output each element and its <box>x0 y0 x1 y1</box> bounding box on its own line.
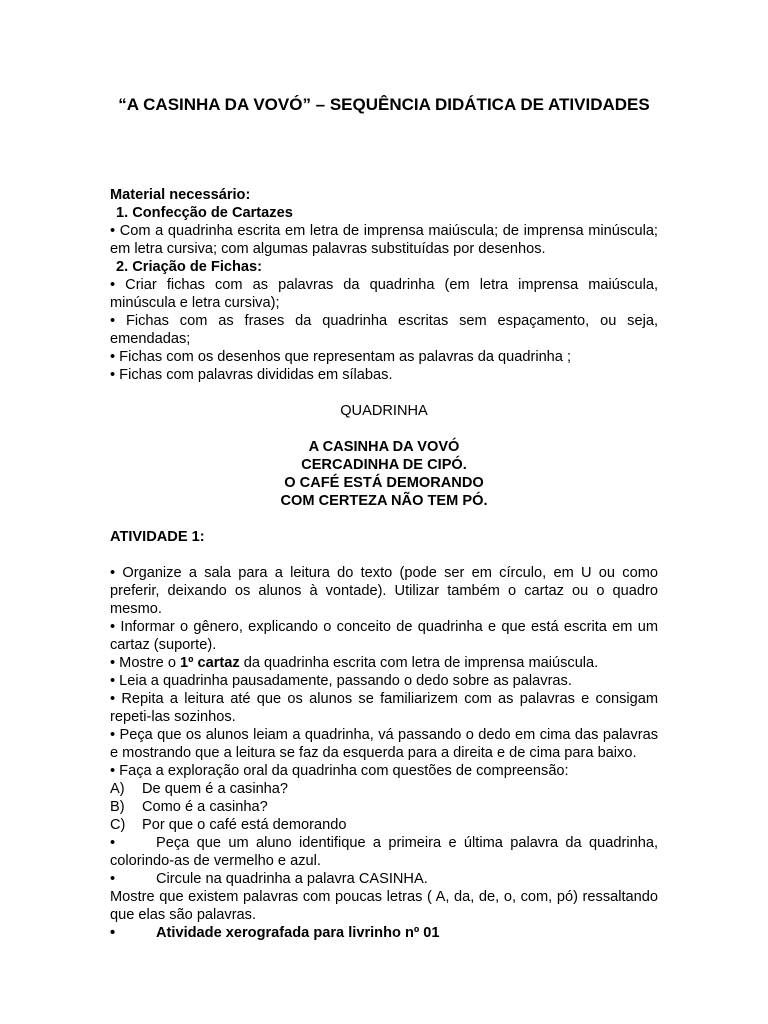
list-item <box>110 834 658 870</box>
item-text: Atividade xerografada para livrinho nº 01 <box>156 925 440 941</box>
poem-line: O CAFÉ ESTÁ DEMORANDO <box>284 475 484 491</box>
poem-line: COM CERTEZA NÃO TEM PÓ. <box>280 493 488 509</box>
bullet-icon: • <box>110 871 116 887</box>
list-item: • Peça que os alunos leiam a quadrinha, vá passando o dedo em cima das palavras e mostrando que a leitura se faz da esquerda para a direita e de cima para baixo. <box>110 727 658 761</box>
question-item <box>110 798 658 816</box>
list-item <box>110 870 658 888</box>
list-item: • Com a quadrinha escrita em letra de imprensa maiúscula; de imprensa minúscula; em letra cursiva; com algumas palavras substituídas por desenhos. <box>110 223 658 257</box>
list-item: • Informar o gênero, explicando o conceito de quadrinha e que está escrita em um cartaz (suporte). <box>110 619 658 653</box>
section-fichas: 2. Criação de Fichas: <box>116 259 262 275</box>
list-item: • Criar fichas com as palavras da quadrinha (em letra imprensa maiúscula, minúscula e letra cursiva); <box>110 277 658 311</box>
document-title: “A CASINHA DA VOVÓ” – SEQUÊNCIA DIDÁTICA DE ATIVIDADES <box>118 95 650 114</box>
list-item <box>110 654 658 672</box>
section-cartazes: 1. Confecção de Cartazes <box>116 205 293 221</box>
list-item: • Leia a quadrinha pausadamente, passando o dedo sobre as palavras. <box>110 673 572 689</box>
question-text: De quem é a casinha? <box>142 781 289 797</box>
item-text: • Mostre o <box>110 655 180 671</box>
list-item: • Fichas com as frases da quadrinha escritas sem espaçamento, ou seja, emendadas; <box>110 313 658 347</box>
question-label: A) <box>110 781 125 797</box>
question-label: C) <box>110 817 126 833</box>
list-item: • Organize a sala para a leitura do texto (pode ser em círculo, em U ou como preferir, deixando os alunos à vontade). Utilizar também o cartaz ou o quadro mesmo. <box>110 565 658 617</box>
question-item <box>110 780 658 798</box>
question-text: Como é a casinha? <box>142 799 268 815</box>
question-item <box>110 816 658 834</box>
material-heading: Material necessário: <box>110 187 251 203</box>
item-text: Peça que um aluno identifique a primeira e última palavra da quadrinha, colorindo-as de vermelho e azul. <box>110 835 658 869</box>
poem-heading: QUADRINHA <box>340 403 428 419</box>
item-text: Circule na quadrinha a palavra CASINHA. <box>156 871 428 887</box>
list-item: • Faça a exploração oral da quadrinha com questões de compreensão: <box>110 763 569 779</box>
question-label: B) <box>110 799 125 815</box>
item-text-bold: 1º cartaz <box>180 655 240 671</box>
list-item: • Fichas com os desenhos que representam as palavras da quadrinha ; <box>110 349 572 365</box>
item-text: da quadrinha escrita com letra de imprensa maiúscula. <box>239 655 599 671</box>
question-text: Por que o café está demorando <box>142 817 347 833</box>
paragraph: Mostre que existem palavras com poucas letras ( A, da, de, o, com, pó) ressaltando que elas são palavras. <box>110 889 658 923</box>
poem-line: A CASINHA DA VOVÓ <box>308 439 460 455</box>
list-item: • Repita a leitura até que os alunos se familiarizem com as palavras e consigam repeti-las sozinhos. <box>110 691 658 725</box>
list-item: • Fichas com palavras divididas em sílabas. <box>110 367 393 383</box>
list-item <box>110 924 658 942</box>
bullet-icon: • <box>110 835 116 851</box>
poem-line: CERCADINHA DE CIPÓ. <box>301 457 467 473</box>
activity-heading: ATIVIDADE 1: <box>110 529 205 545</box>
bullet-icon: • <box>110 925 116 941</box>
document-body <box>110 186 658 942</box>
